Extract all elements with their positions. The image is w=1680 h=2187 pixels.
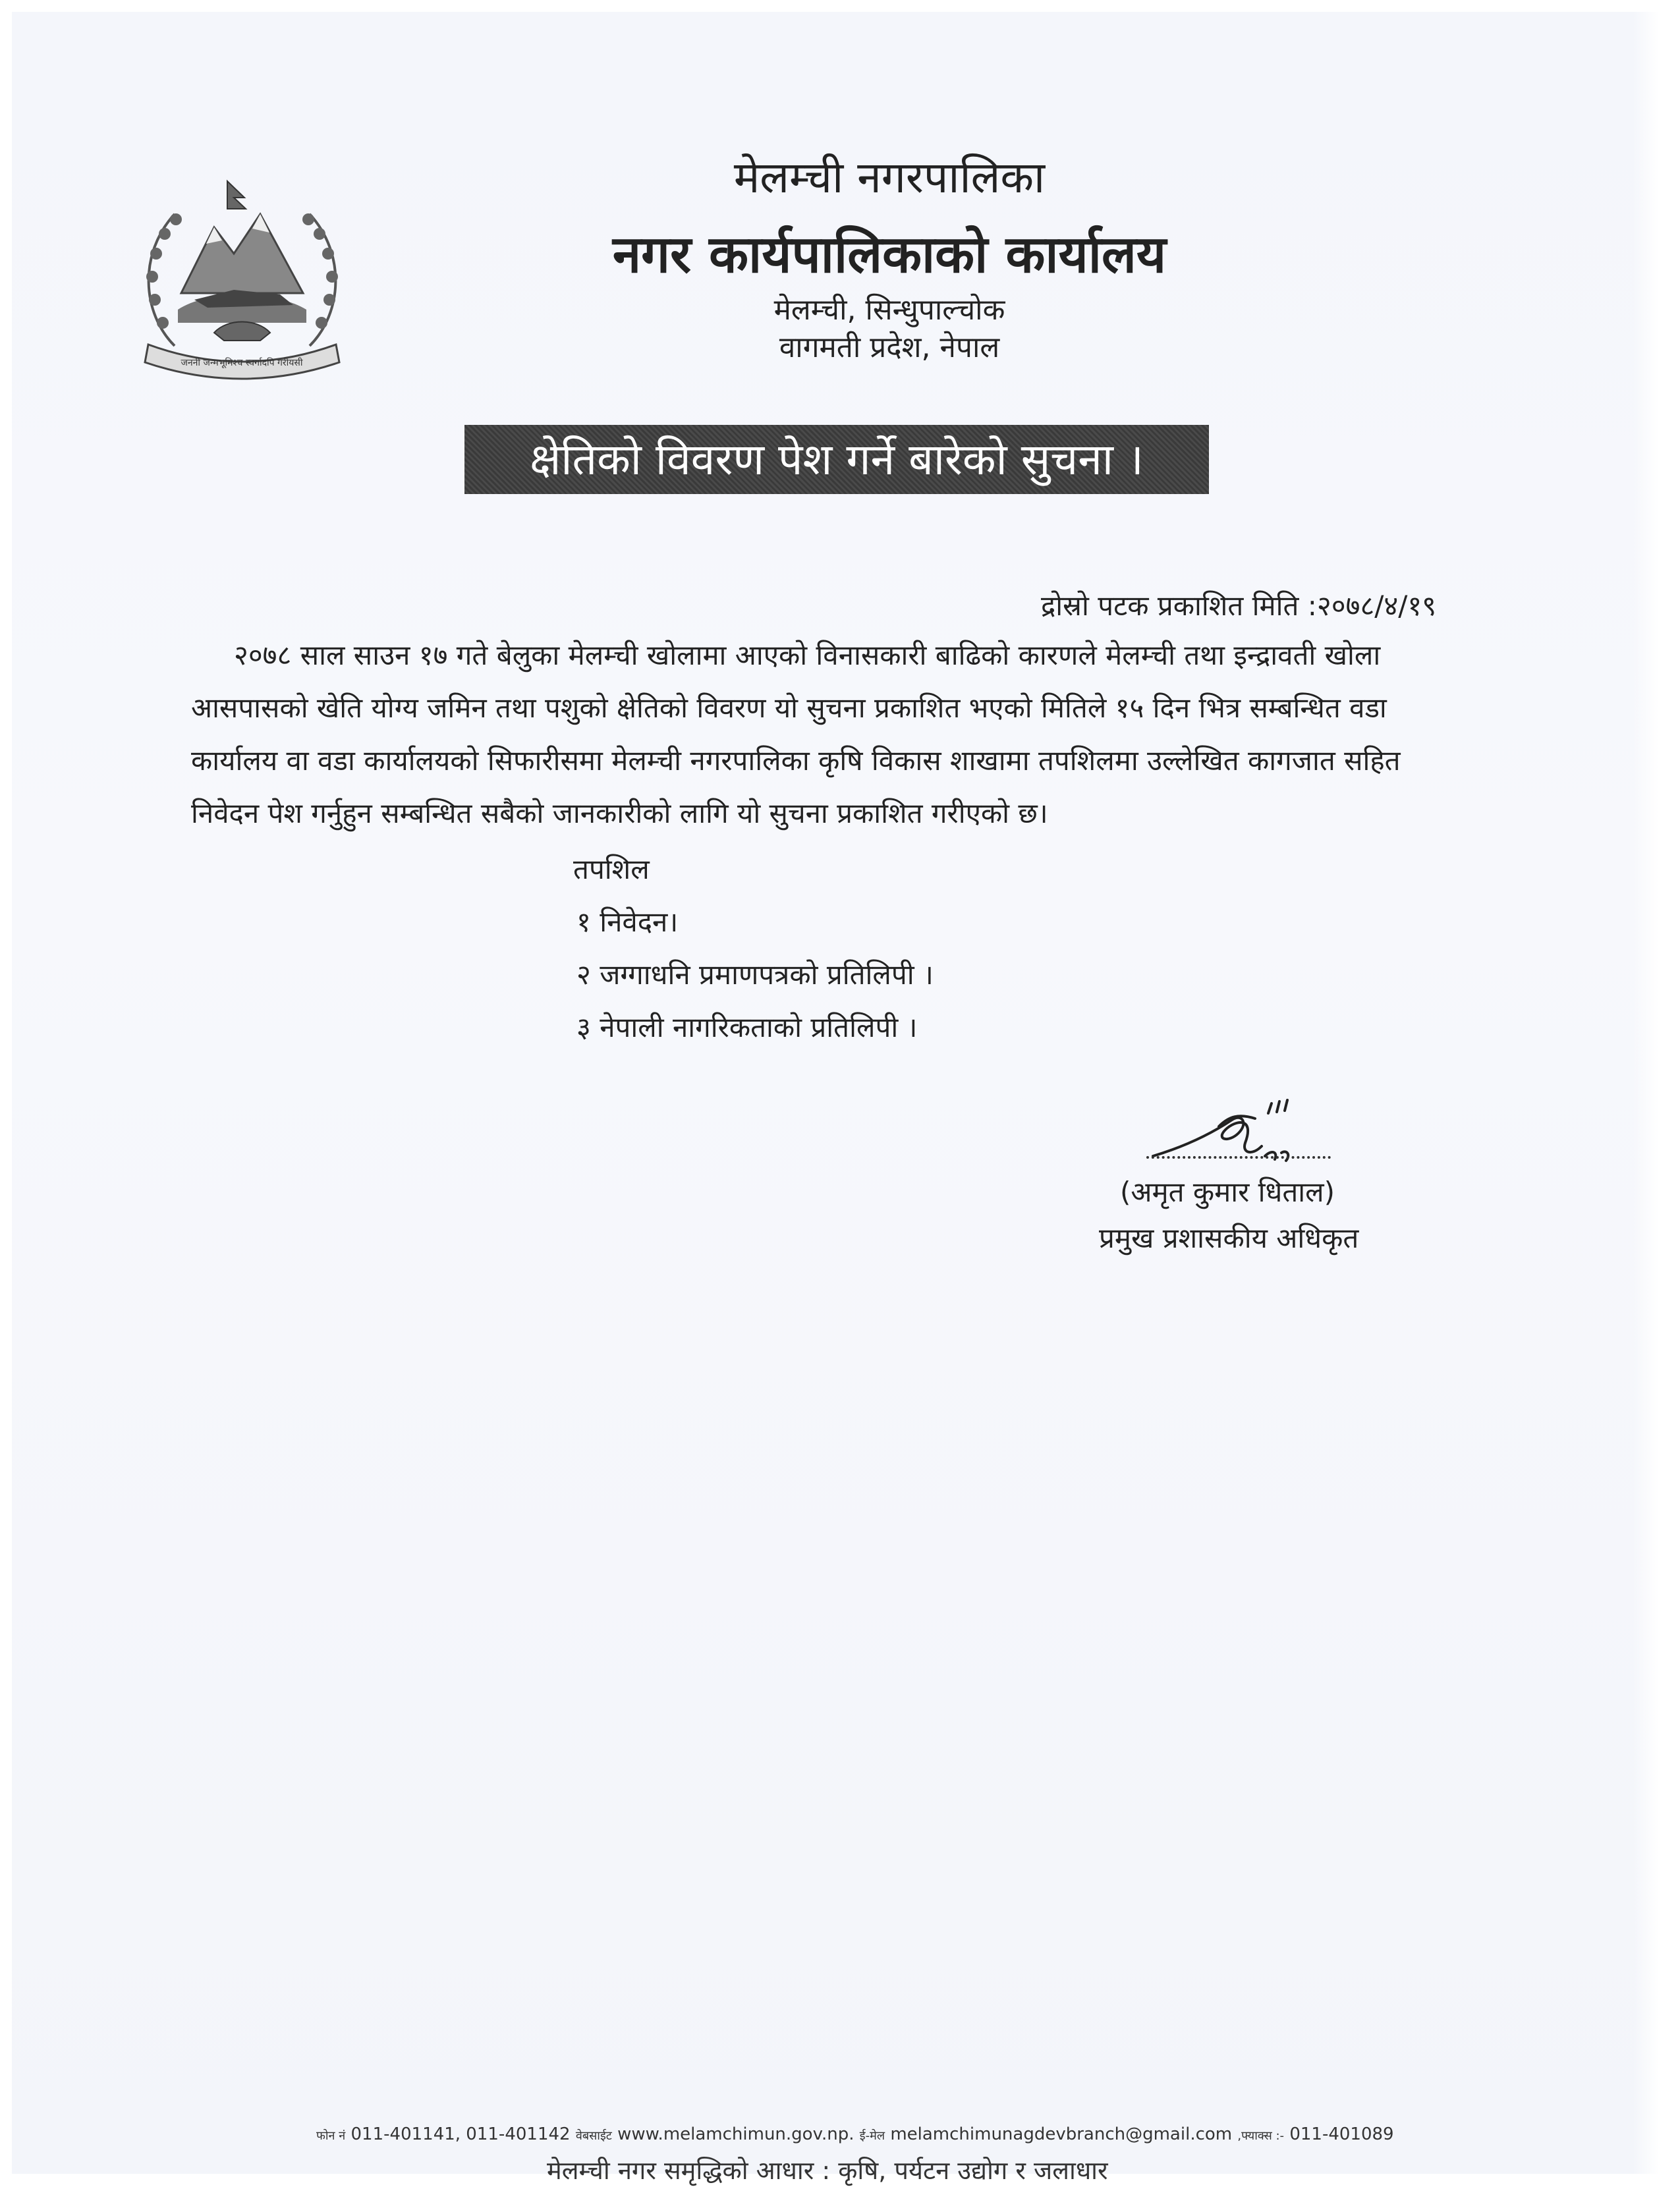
office-address: मेलम्ची, सिन्धुपाल्चोक <box>773 293 1005 327</box>
footer-fax: 011-401089 <box>1289 2124 1394 2144</box>
footer-fax-label: ,फ्याक्स :- <box>1237 2129 1285 2143</box>
page-edge <box>1633 12 1659 2174</box>
signatory-title: प्रमुख प्रशासकीय अधिकृत <box>1099 1222 1359 1254</box>
nepal-coat-of-arms-emblem <box>128 168 356 385</box>
notice-title: क्षेतिको विवरण पेश गर्ने बारेको सुचना । <box>464 425 1209 494</box>
office-province: वागमती प्रदेश, नेपाल <box>779 331 1000 364</box>
footer-phone-label: फोन नं <box>316 2129 346 2143</box>
publication-date: द्रोस्रो पटक प्रकाशित मिति :२०७८/४/१९ <box>1041 590 1437 622</box>
body-text-line-2: आसपासको खेति योग्य जमिन तथा पशुको क्षेतिको विवरण यो सुचना प्रकाशित भएको मितिले १५ दिन भित्र सम्बन्धित वडा <box>191 692 1387 724</box>
body-text-line-1: २०७८ साल साउन १७ गते बेलुका मेलम्ची खोलामा आएको विनासकारी बाढिको कारणले मेलम्ची तथा इन्द्रावती खोला <box>234 639 1381 671</box>
tapsil-item: १ निवेदन। <box>576 906 679 938</box>
footer-website-link[interactable]: www.melamchimun.gov.np. <box>617 2124 854 2144</box>
handwritten-signature <box>1140 1094 1337 1173</box>
municipality-name: मेलम्ची नगरपालिका <box>733 152 1046 203</box>
footer-email-link[interactable]: melamchimunagdevbranch@gmail.com <box>890 2124 1233 2144</box>
body-text-line-3: कार्यालय वा वडा कार्यालयको सिफारीसमा मेलम्ची नगरपालिका कृषि विकास शाखामा तपशिलमा उल्लेखित कागजात सहित <box>191 744 1401 777</box>
office-name: नगर कार्यपालिकाको कार्यालय <box>612 225 1167 285</box>
footer-contact <box>316 2124 1394 2144</box>
footer-website-label: वेबसाईट <box>575 2129 612 2143</box>
signatory-name: (अमृत कुमार धिताल) <box>1120 1176 1335 1208</box>
body-text-line-4: निवेदन पेश गर्नुहुन सम्बन्धित सबैको जानकारीको लागि यो सुचना प्रकाशित गरीएको छ। <box>191 797 1048 829</box>
emblem-motto: जननी जन्मभूमिश्च स्वर्गादपि गरीयसी <box>181 358 303 368</box>
tapsil-heading: तपशिल <box>573 853 650 885</box>
footer-tagline: मेलम्ची नगर समृद्धिको आधार : कृषि, पर्यटन उद्योग र जलाधार <box>547 2156 1108 2185</box>
signature-line <box>1146 1156 1331 1159</box>
tapsil-item: ३ नेपाली नागरिकताको प्रतिलिपी । <box>576 1011 918 1043</box>
footer-phone: 011-401141, 011-401142 <box>350 2124 571 2144</box>
footer-email-label: ई-मेल <box>859 2129 885 2143</box>
tapsil-item: २ जग्गाधनि प्रमाणपत्रको प्रतिलिपी । <box>576 958 934 991</box>
